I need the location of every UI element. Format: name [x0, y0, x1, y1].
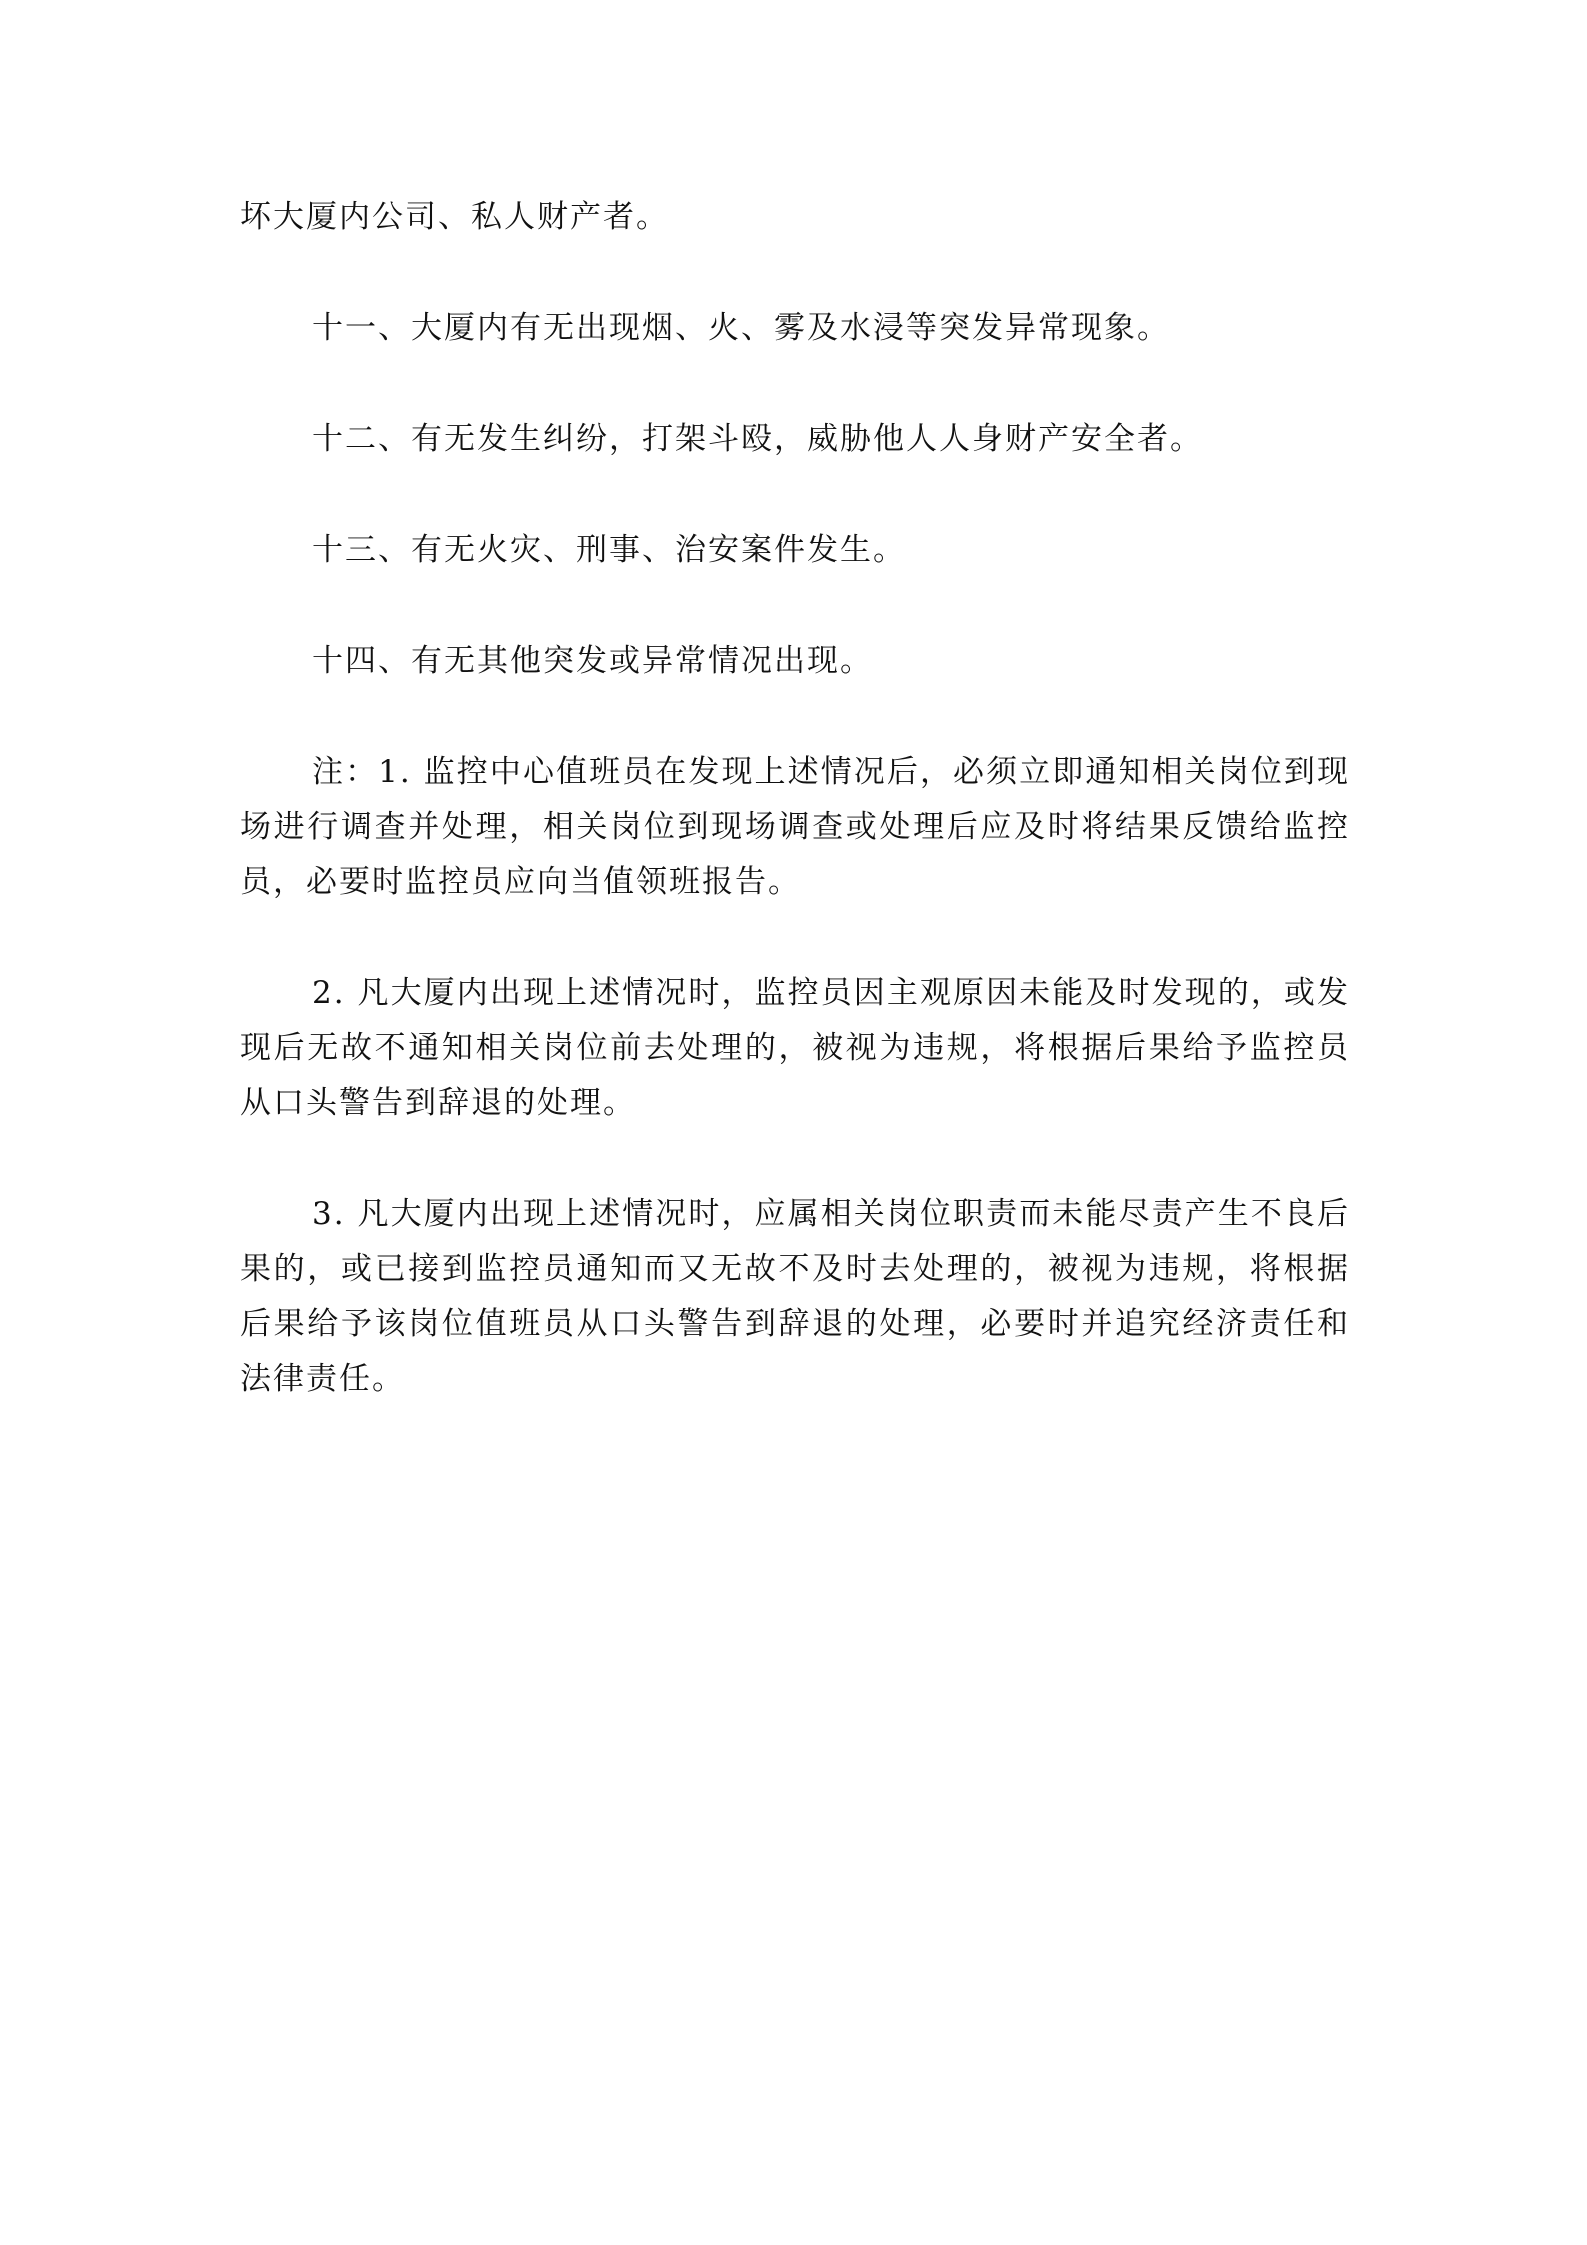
note-1: 注：1. 监控中心值班员在发现上述情况后，必须立即通知相关岗位到现场进行调查并处理，相关岗位到现场调查或处理后应及时将结果反馈给监控员，必要时监控员应向当值领班报告。 [240, 754, 1350, 900]
paragraph-item-11: 十一、大厦内有无出现烟、火、雾及水浸等突发异常现象。 [312, 310, 1170, 346]
document-body [240, 190, 1350, 1407]
paragraph-item-14: 十四、有无其他突发或异常情况出现。 [312, 643, 873, 679]
paragraph-item-12: 十二、有无发生纠纷，打架斗殴，威胁他人人身财产安全者。 [312, 421, 1203, 457]
note-3: 3. 凡大厦内出现上述情况时，应属相关岗位职责而未能尽责产生不良后果的，或已接到监控员通知而又无故不及时去处理的，被视为违规，将根据后果给予该岗位值班员从口头警告到辞退的处理，必要时并追究经济责任和法律责任。 [240, 1196, 1350, 1397]
paragraph-continuation: 坏大厦内公司、私人财产者。 [240, 199, 669, 235]
paragraph-item-13: 十三、有无火灾、刑事、治安案件发生。 [312, 532, 906, 568]
note-2: 2. 凡大厦内出现上述情况时，监控员因主观原因未能及时发现的，或发现后无故不通知相关岗位前去处理的，被视为违规，将根据后果给予监控员从口头警告到辞退的处理。 [240, 975, 1350, 1121]
